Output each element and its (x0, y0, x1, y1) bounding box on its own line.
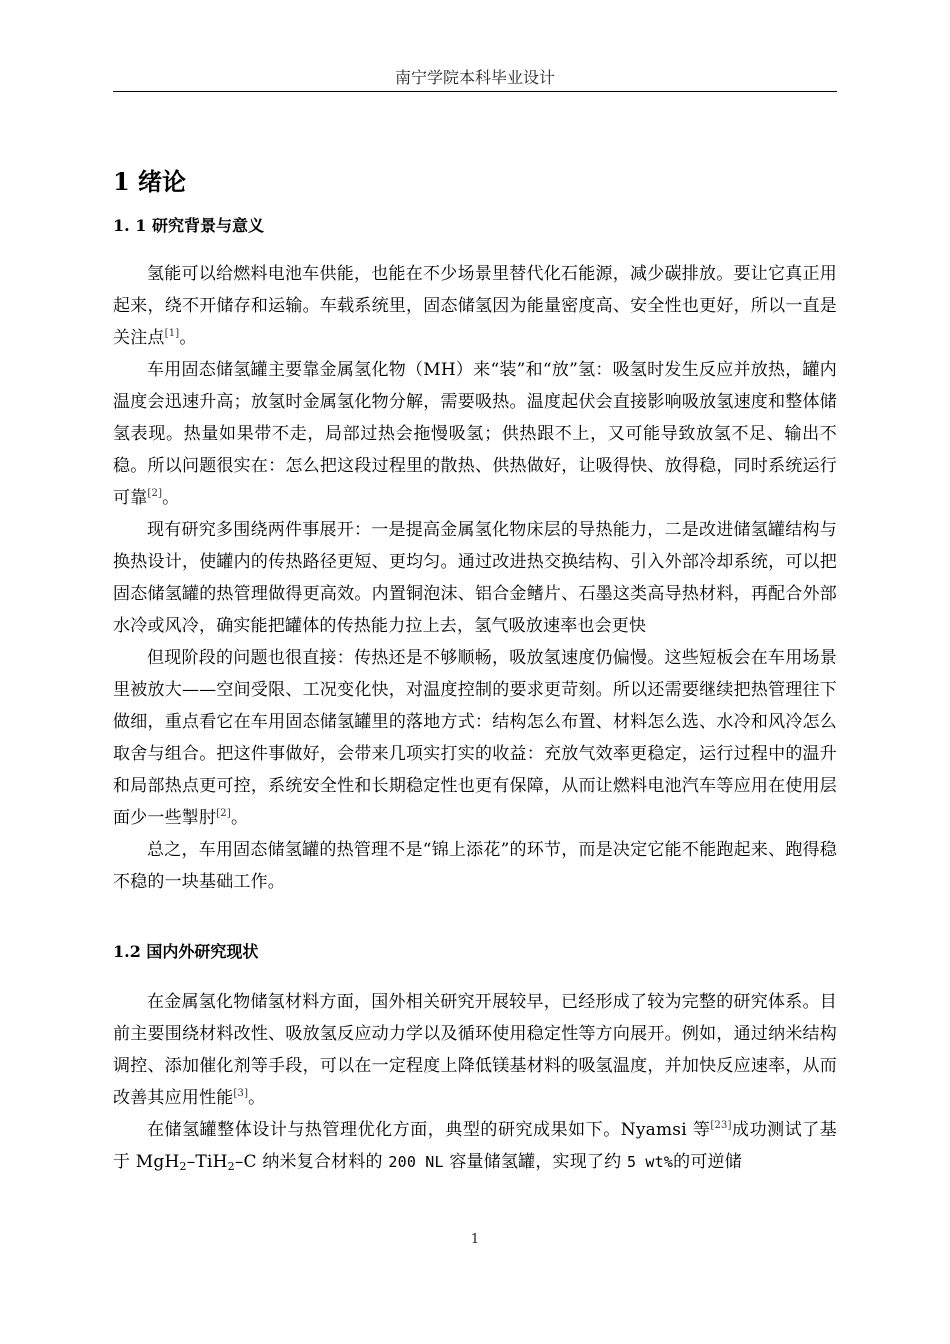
paragraph-text: 但现阶段的问题也很直接：传热还是不够顺畅，吸放氢速度仍偏慢。这些短板会在车用场景里被放大——空间受限、工况变化快，对温度控制的要求更苛刻。所以还需要继续把热管理往下做细，重点看它在车用固态储氢罐里的落地方式：结构怎么布置、材料怎么选、水冷和风冷怎么取舍与组合。把这件事做好，会带来几项实打实的收益：充放气效率更稳定，运行过程中的温升和局部热点更可控，系统安全性和长期稳定性也更有保障，从而让燃料电池汽车等应用在使用层面少一些掣肘 (113, 648, 837, 828)
paragraph-end: 。 (248, 1088, 266, 1108)
paragraph (113, 514, 837, 642)
paragraph-text: 在储氢罐整体设计与热管理优化方面，典型的研究成果如下。Nyamsi 等 (147, 1120, 711, 1140)
paragraph-text: 的可逆储 (673, 1152, 742, 1172)
page-number: 1 (470, 1232, 480, 1247)
paragraph-text: –TiH (186, 1152, 228, 1172)
paragraph (113, 258, 837, 354)
page-header: 南宁学院本科毕业设计 (394, 68, 555, 87)
paragraph-text: –C 纳米复合材料的 (234, 1152, 389, 1172)
paragraph-text: 车用固态储氢罐主要靠金属氢化物（MH）来“装”和“放”氢：吸氢时发生反应并放热，罐内温度会迅速升高；放氢时金属氢化物分解，需要吸热。温度起伏会直接影响吸放氢速度和整体储氢表现。热量如果带不走，局部过热会拖慢吸氢；供热跟不上，又可能导致放氢不足、输出不稳。所以问题很实在：怎么把这段过程里的散热、供热做好，让吸得快、放得稳，同时系统运行可靠 (113, 360, 837, 508)
paragraph-text: 在金属氢化物储氢材料方面，国外相关研究开展较早，已经形成了较为完整的研究体系。目前主要围绕材料改性、吸放氢反应动力学以及循环使用稳定性等方向展开。例如，通过纳米结构调控、添加催化剂等手段，可以在一定程度上降低镁基材料的吸氢温度，并加快反应速率，从而改善其应用性能 (113, 992, 837, 1108)
paragraph (113, 834, 837, 898)
paragraph-end: 。 (162, 488, 180, 508)
paragraph (113, 642, 837, 834)
chapter-title: 1 绪论 (113, 167, 187, 196)
section-title-1-1: 1. 1 研究背景与意义 (113, 216, 264, 235)
citation: [1] (164, 328, 180, 339)
citation: [3] (233, 1088, 249, 1099)
subscript: 2 (179, 1160, 187, 1173)
paragraph (113, 1114, 837, 1178)
paragraph-text: 氢能可以给燃料电池车供能，也能在不少场景里替代化石能源，减少碳排放。要让它真正用起来，绕不开储存和运输。车载系统里，固态储氢因为能量密度高、安全性也更好，所以一直是关注点 (113, 264, 837, 348)
section-title-1-2: 1.2 国内外研究现状 (113, 942, 259, 961)
paragraph-text: 容量储氢罐，实现了约 (443, 1152, 627, 1172)
header-rule (113, 91, 837, 92)
weight-percent-value: 5 wt% (626, 1153, 674, 1171)
capacity-value: 200 NL (388, 1153, 444, 1171)
paragraph-end: 。 (179, 328, 197, 348)
paragraph-text: 现有研究多围绕两件事展开：一是提高金属氢化物床层的导热能力，二是改进储氢罐结构与换热设计，使罐内的传热路径更短、更均匀。通过改进热交换结构、引入外部冷却系统，可以把固态储氢罐的热管理做得更高效。内置铜泡沫、铝合金鳍片、石墨这类高导热材料，再配合外部水冷或风冷，确实能把罐体的传热能力拉上去，氢气吸放速率也会更快 (113, 520, 837, 636)
page-body (113, 160, 837, 1178)
paragraph (113, 354, 837, 514)
subscript: 2 (227, 1160, 235, 1173)
paragraph-text: 总之，车用固态储氢罐的热管理不是“锦上添花”的环节，而是决定它能不能跑起来、跑得稳不稳的一块基础工作。 (113, 840, 837, 892)
paragraph-text: 成功测试了基于 MgH (113, 1120, 837, 1172)
paragraph-end: 。 (230, 808, 249, 828)
citation: [2] (147, 488, 163, 499)
paragraph (113, 986, 837, 1114)
citation: [2] (216, 808, 231, 819)
citation: [23] (710, 1120, 732, 1131)
